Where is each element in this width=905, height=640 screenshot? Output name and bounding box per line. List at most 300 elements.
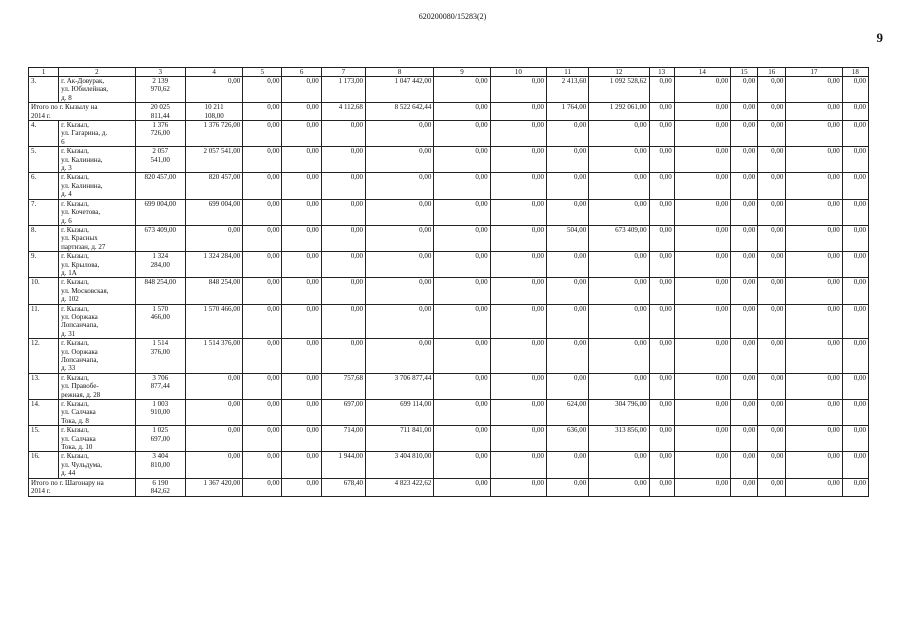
table-row bbox=[29, 304, 869, 339]
value-cell-col-4: 0,00 bbox=[185, 77, 242, 103]
address-cell: г. Кызыл, ул. Салчака Тока, д. 8 bbox=[59, 400, 135, 426]
value-cell-col-9: 0,00 bbox=[434, 103, 490, 121]
value-cell-col-9: 0,00 bbox=[434, 252, 490, 278]
cost-total-cell: 1 570 466,00 bbox=[135, 304, 185, 339]
row-number: 7. bbox=[29, 199, 59, 225]
value-cell-col-13: 0,00 bbox=[649, 426, 674, 452]
value-cell-col-12: 1 292 061,00 bbox=[589, 103, 649, 121]
value-cell-col-6: 0,00 bbox=[282, 225, 321, 251]
value-cell-col-12: 0,00 bbox=[589, 373, 649, 399]
value-cell-col-12: 0,00 bbox=[589, 121, 649, 147]
value-cell-col-5: 0,00 bbox=[243, 373, 282, 399]
value-cell-col-15: 0,00 bbox=[731, 103, 758, 121]
value-cell-col-17: 0,00 bbox=[786, 304, 842, 339]
value-cell-col-7: 697,00 bbox=[321, 400, 365, 426]
cost-total-cell: 6 190 842,62 bbox=[135, 478, 185, 496]
value-cell-col-5: 0,00 bbox=[243, 452, 282, 478]
value-cell-col-16: 0,00 bbox=[758, 173, 786, 199]
value-cell-col-15: 0,00 bbox=[731, 199, 758, 225]
value-cell-col-4: 2 057 541,00 bbox=[185, 147, 242, 173]
value-cell-col-5: 0,00 bbox=[243, 103, 282, 121]
document-number: 620200080/15283(2) bbox=[418, 12, 487, 21]
column-header-9: 9 bbox=[434, 68, 490, 77]
value-cell-col-8: 0,00 bbox=[365, 199, 433, 225]
value-cell-col-11: 0,00 bbox=[547, 147, 589, 173]
cost-total-cell: 3 706 877,44 bbox=[135, 373, 185, 399]
value-cell-col-14: 0,00 bbox=[674, 199, 730, 225]
total-label: Итого по г. Кызылу на 2014 г. bbox=[29, 103, 136, 121]
cost-total-cell: 820 457,00 bbox=[135, 173, 185, 199]
value-cell-col-7: 0,00 bbox=[321, 173, 365, 199]
value-cell-col-18: 0,00 bbox=[842, 173, 868, 199]
value-cell-col-8: 3 404 810,00 bbox=[365, 452, 433, 478]
value-cell-col-13: 0,00 bbox=[649, 199, 674, 225]
value-cell-col-12: 313 856,00 bbox=[589, 426, 649, 452]
value-cell-col-14: 0,00 bbox=[674, 77, 730, 103]
value-cell-col-13: 0,00 bbox=[649, 478, 674, 496]
row-number: 12. bbox=[29, 339, 59, 374]
table-row bbox=[29, 77, 869, 103]
value-cell-col-17: 0,00 bbox=[786, 278, 842, 304]
value-cell-col-11: 2 413,60 bbox=[547, 77, 589, 103]
value-cell-col-11: 0,00 bbox=[547, 278, 589, 304]
value-cell-col-8: 4 823 422,62 bbox=[365, 478, 433, 496]
value-cell-col-14: 0,00 bbox=[674, 103, 730, 121]
value-cell-col-15: 0,00 bbox=[731, 278, 758, 304]
table-row bbox=[29, 173, 869, 199]
address-cell: г. Кызыл, ул. Калинина, д. 3 bbox=[59, 147, 135, 173]
value-cell-col-14: 0,00 bbox=[674, 339, 730, 374]
cost-total-cell: 848 254,00 bbox=[135, 278, 185, 304]
address-cell: г. Кызыл, ул. Правобе- режная, д. 28 bbox=[59, 373, 135, 399]
value-cell-col-5: 0,00 bbox=[243, 304, 282, 339]
value-cell-col-18: 0,00 bbox=[842, 478, 868, 496]
value-cell-col-7: 1 944,00 bbox=[321, 452, 365, 478]
row-number: 16. bbox=[29, 452, 59, 478]
value-cell-col-5: 0,00 bbox=[243, 225, 282, 251]
value-cell-col-7: 0,00 bbox=[321, 199, 365, 225]
value-cell-col-18: 0,00 bbox=[842, 252, 868, 278]
value-cell-col-13: 0,00 bbox=[649, 452, 674, 478]
value-cell-col-13: 0,00 bbox=[649, 77, 674, 103]
value-cell-col-13: 0,00 bbox=[649, 252, 674, 278]
value-cell-col-15: 0,00 bbox=[731, 373, 758, 399]
value-cell-col-5: 0,00 bbox=[243, 252, 282, 278]
row-number: 5. bbox=[29, 147, 59, 173]
value-cell-col-6: 0,00 bbox=[282, 77, 321, 103]
value-cell-col-14: 0,00 bbox=[674, 121, 730, 147]
address-cell: г. Ак-Довурак, ул. Юбилейная, д. 8 bbox=[59, 77, 135, 103]
value-cell-col-9: 0,00 bbox=[434, 173, 490, 199]
value-cell-col-15: 0,00 bbox=[731, 452, 758, 478]
value-cell-col-8: 0,00 bbox=[365, 225, 433, 251]
value-cell-col-7: 4 112,68 bbox=[321, 103, 365, 121]
value-cell-col-14: 0,00 bbox=[674, 373, 730, 399]
value-cell-col-16: 0,00 bbox=[758, 278, 786, 304]
value-cell-col-18: 0,00 bbox=[842, 452, 868, 478]
value-cell-col-10: 0,00 bbox=[490, 147, 546, 173]
value-cell-col-8: 8 522 642,44 bbox=[365, 103, 433, 121]
value-cell-col-14: 0,00 bbox=[674, 304, 730, 339]
row-number: 13. bbox=[29, 373, 59, 399]
value-cell-col-14: 0,00 bbox=[674, 225, 730, 251]
value-cell-col-7: 0,00 bbox=[321, 339, 365, 374]
value-cell-col-12: 0,00 bbox=[589, 252, 649, 278]
value-cell-col-4: 10 211 108,00 bbox=[185, 103, 242, 121]
value-cell-col-5: 0,00 bbox=[243, 173, 282, 199]
value-cell-col-18: 0,00 bbox=[842, 147, 868, 173]
value-cell-col-5: 0,00 bbox=[243, 278, 282, 304]
value-cell-col-18: 0,00 bbox=[842, 304, 868, 339]
value-cell-col-17: 0,00 bbox=[786, 252, 842, 278]
value-cell-col-8: 0,00 bbox=[365, 147, 433, 173]
value-cell-col-5: 0,00 bbox=[243, 400, 282, 426]
value-cell-col-10: 0,00 bbox=[490, 121, 546, 147]
value-cell-col-15: 0,00 bbox=[731, 147, 758, 173]
value-cell-col-6: 0,00 bbox=[282, 452, 321, 478]
table-row bbox=[29, 121, 869, 147]
value-cell-col-17: 0,00 bbox=[786, 478, 842, 496]
value-cell-col-6: 0,00 bbox=[282, 426, 321, 452]
table-row bbox=[29, 199, 869, 225]
value-cell-col-15: 0,00 bbox=[731, 426, 758, 452]
value-cell-col-7: 0,00 bbox=[321, 304, 365, 339]
value-cell-col-18: 0,00 bbox=[842, 400, 868, 426]
value-cell-col-11: 0,00 bbox=[547, 121, 589, 147]
value-cell-col-11: 0,00 bbox=[547, 452, 589, 478]
value-cell-col-8: 3 706 877,44 bbox=[365, 373, 433, 399]
value-cell-col-8: 0,00 bbox=[365, 278, 433, 304]
value-cell-col-10: 0,00 bbox=[490, 400, 546, 426]
address-cell: г. Кызыл, ул. Ооржака Лопсанчапа, д. 33 bbox=[59, 339, 135, 374]
value-cell-col-10: 0,00 bbox=[490, 77, 546, 103]
value-cell-col-12: 673 409,00 bbox=[589, 225, 649, 251]
value-cell-col-6: 0,00 bbox=[282, 147, 321, 173]
value-cell-col-15: 0,00 bbox=[731, 252, 758, 278]
value-cell-col-15: 0,00 bbox=[731, 121, 758, 147]
cost-total-cell: 699 004,00 bbox=[135, 199, 185, 225]
value-cell-col-10: 0,00 bbox=[490, 373, 546, 399]
header-row bbox=[29, 68, 869, 77]
value-cell-col-17: 0,00 bbox=[786, 103, 842, 121]
value-cell-col-13: 0,00 bbox=[649, 173, 674, 199]
value-cell-col-4: 1 376 726,00 bbox=[185, 121, 242, 147]
value-cell-col-16: 0,00 bbox=[758, 121, 786, 147]
value-cell-col-7: 0,00 bbox=[321, 121, 365, 147]
value-cell-col-18: 0,00 bbox=[842, 103, 868, 121]
value-cell-col-14: 0,00 bbox=[674, 452, 730, 478]
value-cell-col-18: 0,00 bbox=[842, 121, 868, 147]
total-row bbox=[29, 478, 869, 496]
cost-total-cell: 1 003 910,00 bbox=[135, 400, 185, 426]
value-cell-col-16: 0,00 bbox=[758, 304, 786, 339]
page-number: 9 bbox=[876, 30, 883, 45]
value-cell-col-13: 0,00 bbox=[649, 103, 674, 121]
cost-total-cell: 673 409,00 bbox=[135, 225, 185, 251]
value-cell-col-11: 636,00 bbox=[547, 426, 589, 452]
total-label: Итого по г. Шагонару на 2014 г. bbox=[29, 478, 136, 496]
value-cell-col-17: 0,00 bbox=[786, 400, 842, 426]
value-cell-col-18: 0,00 bbox=[842, 225, 868, 251]
value-cell-col-9: 0,00 bbox=[434, 452, 490, 478]
column-header-6: 6 bbox=[282, 68, 321, 77]
value-cell-col-13: 0,00 bbox=[649, 373, 674, 399]
value-cell-col-17: 0,00 bbox=[786, 77, 842, 103]
column-header-18: 18 bbox=[842, 68, 868, 77]
value-cell-col-18: 0,00 bbox=[842, 426, 868, 452]
value-cell-col-7: 714,00 bbox=[321, 426, 365, 452]
value-cell-col-17: 0,00 bbox=[786, 373, 842, 399]
value-cell-col-17: 0,00 bbox=[786, 225, 842, 251]
value-cell-col-10: 0,00 bbox=[490, 199, 546, 225]
value-cell-col-11: 0,00 bbox=[547, 199, 589, 225]
value-cell-col-6: 0,00 bbox=[282, 103, 321, 121]
value-cell-col-4: 1 367 420,00 bbox=[185, 478, 242, 496]
column-header-13: 13 bbox=[649, 68, 674, 77]
data-table bbox=[28, 67, 869, 497]
row-number: 9. bbox=[29, 252, 59, 278]
address-cell: г. Кызыл, ул. Кочетова, д. 6 bbox=[59, 199, 135, 225]
value-cell-col-11: 0,00 bbox=[547, 373, 589, 399]
value-cell-col-9: 0,00 bbox=[434, 147, 490, 173]
address-cell: г. Кызыл, ул. Чульдума, д. 44 bbox=[59, 452, 135, 478]
value-cell-col-7: 0,00 bbox=[321, 252, 365, 278]
value-cell-col-6: 0,00 bbox=[282, 478, 321, 496]
total-row bbox=[29, 103, 869, 121]
cost-total-cell: 1 376 726,00 bbox=[135, 121, 185, 147]
value-cell-col-18: 0,00 bbox=[842, 339, 868, 374]
value-cell-col-14: 0,00 bbox=[674, 147, 730, 173]
value-cell-col-17: 0,00 bbox=[786, 426, 842, 452]
cost-total-cell: 1 514 376,00 bbox=[135, 339, 185, 374]
value-cell-col-10: 0,00 bbox=[490, 304, 546, 339]
value-cell-col-11: 0,00 bbox=[547, 339, 589, 374]
value-cell-col-16: 0,00 bbox=[758, 373, 786, 399]
value-cell-col-5: 0,00 bbox=[243, 77, 282, 103]
value-cell-col-9: 0,00 bbox=[434, 278, 490, 304]
value-cell-col-7: 678,40 bbox=[321, 478, 365, 496]
value-cell-col-17: 0,00 bbox=[786, 147, 842, 173]
value-cell-col-10: 0,00 bbox=[490, 173, 546, 199]
value-cell-col-7: 1 173,00 bbox=[321, 77, 365, 103]
value-cell-col-16: 0,00 bbox=[758, 252, 786, 278]
value-cell-col-15: 0,00 bbox=[731, 304, 758, 339]
value-cell-col-16: 0,00 bbox=[758, 426, 786, 452]
value-cell-col-5: 0,00 bbox=[243, 339, 282, 374]
value-cell-col-4: 699 004,00 bbox=[185, 199, 242, 225]
value-cell-col-9: 0,00 bbox=[434, 478, 490, 496]
row-number: 8. bbox=[29, 225, 59, 251]
value-cell-col-10: 0,00 bbox=[490, 103, 546, 121]
address-cell: г. Кызыл, ул. Калинина, д. 4 bbox=[59, 173, 135, 199]
address-cell: г. Кызыл, ул. Салчака Тока, д. 10 bbox=[59, 426, 135, 452]
table-row bbox=[29, 147, 869, 173]
value-cell-col-8: 0,00 bbox=[365, 173, 433, 199]
row-number: 4. bbox=[29, 121, 59, 147]
address-cell: г. Кызыл, ул. Красных партизан, д. 27 bbox=[59, 225, 135, 251]
value-cell-col-16: 0,00 bbox=[758, 452, 786, 478]
table-row bbox=[29, 339, 869, 374]
value-cell-col-7: 0,00 bbox=[321, 225, 365, 251]
value-cell-col-17: 0,00 bbox=[786, 121, 842, 147]
value-cell-col-9: 0,00 bbox=[434, 373, 490, 399]
address-cell: г. Кызыл, ул. Московская, д. 102 bbox=[59, 278, 135, 304]
value-cell-col-16: 0,00 bbox=[758, 199, 786, 225]
column-header-10: 10 bbox=[490, 68, 546, 77]
column-header-1: 1 bbox=[29, 68, 59, 77]
row-number: 11. bbox=[29, 304, 59, 339]
value-cell-col-6: 0,00 bbox=[282, 121, 321, 147]
value-cell-col-12: 0,00 bbox=[589, 147, 649, 173]
value-cell-col-13: 0,00 bbox=[649, 339, 674, 374]
cost-total-cell: 3 404 810,00 bbox=[135, 452, 185, 478]
value-cell-col-16: 0,00 bbox=[758, 103, 786, 121]
value-cell-col-17: 0,00 bbox=[786, 452, 842, 478]
cost-total-cell: 2 139 970,62 bbox=[135, 77, 185, 103]
value-cell-col-7: 0,00 bbox=[321, 278, 365, 304]
value-cell-col-4: 1 570 466,00 bbox=[185, 304, 242, 339]
value-cell-col-10: 0,00 bbox=[490, 452, 546, 478]
table-row bbox=[29, 426, 869, 452]
value-cell-col-13: 0,00 bbox=[649, 278, 674, 304]
column-header-4: 4 bbox=[185, 68, 242, 77]
value-cell-col-12: 0,00 bbox=[589, 452, 649, 478]
value-cell-col-9: 0,00 bbox=[434, 304, 490, 339]
value-cell-col-15: 0,00 bbox=[731, 478, 758, 496]
value-cell-col-10: 0,00 bbox=[490, 339, 546, 374]
column-header-12: 12 bbox=[589, 68, 649, 77]
value-cell-col-15: 0,00 bbox=[731, 400, 758, 426]
value-cell-col-7: 757,68 bbox=[321, 373, 365, 399]
value-cell-col-6: 0,00 bbox=[282, 373, 321, 399]
value-cell-col-9: 0,00 bbox=[434, 426, 490, 452]
value-cell-col-4: 0,00 bbox=[185, 225, 242, 251]
value-cell-col-15: 0,00 bbox=[731, 339, 758, 374]
value-cell-col-12: 304 796,00 bbox=[589, 400, 649, 426]
value-cell-col-12: 1 092 528,62 bbox=[589, 77, 649, 103]
value-cell-col-14: 0,00 bbox=[674, 252, 730, 278]
address-cell: г. Кызыл, ул. Гагарина, д. 6 bbox=[59, 121, 135, 147]
column-header-14: 14 bbox=[674, 68, 730, 77]
value-cell-col-16: 0,00 bbox=[758, 225, 786, 251]
value-cell-col-8: 1 047 442,00 bbox=[365, 77, 433, 103]
cost-total-cell: 2 057 541,00 bbox=[135, 147, 185, 173]
value-cell-col-10: 0,00 bbox=[490, 278, 546, 304]
column-header-17: 17 bbox=[786, 68, 842, 77]
value-cell-col-4: 1 324 284,00 bbox=[185, 252, 242, 278]
value-cell-col-8: 0,00 bbox=[365, 304, 433, 339]
value-cell-col-16: 0,00 bbox=[758, 478, 786, 496]
value-cell-col-9: 0,00 bbox=[434, 225, 490, 251]
value-cell-col-12: 0,00 bbox=[589, 173, 649, 199]
value-cell-col-6: 0,00 bbox=[282, 304, 321, 339]
value-cell-col-9: 0,00 bbox=[434, 400, 490, 426]
value-cell-col-12: 0,00 bbox=[589, 304, 649, 339]
value-cell-col-5: 0,00 bbox=[243, 147, 282, 173]
address-cell: г. Кызыл, ул. Крылова, д. 1А bbox=[59, 252, 135, 278]
value-cell-col-4: 1 514 376,00 bbox=[185, 339, 242, 374]
value-cell-col-15: 0,00 bbox=[731, 225, 758, 251]
value-cell-col-15: 0,00 bbox=[731, 77, 758, 103]
value-cell-col-8: 711 841,00 bbox=[365, 426, 433, 452]
value-cell-col-9: 0,00 bbox=[434, 199, 490, 225]
value-cell-col-16: 0,00 bbox=[758, 77, 786, 103]
value-cell-col-12: 0,00 bbox=[589, 278, 649, 304]
table-row bbox=[29, 252, 869, 278]
value-cell-col-11: 0,00 bbox=[547, 252, 589, 278]
value-cell-col-4: 0,00 bbox=[185, 452, 242, 478]
value-cell-col-4: 848 254,00 bbox=[185, 278, 242, 304]
value-cell-col-4: 820 457,00 bbox=[185, 173, 242, 199]
value-cell-col-8: 699 114,00 bbox=[365, 400, 433, 426]
value-cell-col-9: 0,00 bbox=[434, 339, 490, 374]
value-cell-col-18: 0,00 bbox=[842, 199, 868, 225]
table-row bbox=[29, 452, 869, 478]
value-cell-col-8: 0,00 bbox=[365, 121, 433, 147]
value-cell-col-7: 0,00 bbox=[321, 147, 365, 173]
value-cell-col-6: 0,00 bbox=[282, 252, 321, 278]
value-cell-col-4: 0,00 bbox=[185, 426, 242, 452]
value-cell-col-13: 0,00 bbox=[649, 304, 674, 339]
value-cell-col-8: 0,00 bbox=[365, 252, 433, 278]
address-cell: г. Кызыл, ул. Ооржака Лопсанчапа, д. 31 bbox=[59, 304, 135, 339]
value-cell-col-17: 0,00 bbox=[786, 173, 842, 199]
value-cell-col-5: 0,00 bbox=[243, 199, 282, 225]
value-cell-col-4: 0,00 bbox=[185, 400, 242, 426]
value-cell-col-13: 0,00 bbox=[649, 121, 674, 147]
value-cell-col-11: 624,00 bbox=[547, 400, 589, 426]
value-cell-col-17: 0,00 bbox=[786, 339, 842, 374]
cost-total-cell: 1 324 284,00 bbox=[135, 252, 185, 278]
value-cell-col-16: 0,00 bbox=[758, 400, 786, 426]
value-cell-col-14: 0,00 bbox=[674, 426, 730, 452]
value-cell-col-12: 0,00 bbox=[589, 478, 649, 496]
value-cell-col-16: 0,00 bbox=[758, 147, 786, 173]
value-cell-col-4: 0,00 bbox=[185, 373, 242, 399]
value-cell-col-13: 0,00 bbox=[649, 147, 674, 173]
value-cell-col-14: 0,00 bbox=[674, 278, 730, 304]
row-number: 14. bbox=[29, 400, 59, 426]
column-header-2: 2 bbox=[59, 68, 135, 77]
value-cell-col-6: 0,00 bbox=[282, 339, 321, 374]
cost-total-cell: 20 025 811,44 bbox=[135, 103, 185, 121]
value-cell-col-5: 0,00 bbox=[243, 426, 282, 452]
value-cell-col-12: 0,00 bbox=[589, 339, 649, 374]
value-cell-col-5: 0,00 bbox=[243, 478, 282, 496]
value-cell-col-10: 0,00 bbox=[490, 225, 546, 251]
value-cell-col-10: 0,00 bbox=[490, 252, 546, 278]
value-cell-col-14: 0,00 bbox=[674, 478, 730, 496]
value-cell-col-11: 504,00 bbox=[547, 225, 589, 251]
value-cell-col-9: 0,00 bbox=[434, 77, 490, 103]
value-cell-col-16: 0,00 bbox=[758, 339, 786, 374]
table-row bbox=[29, 400, 869, 426]
value-cell-col-6: 0,00 bbox=[282, 199, 321, 225]
value-cell-col-8: 0,00 bbox=[365, 339, 433, 374]
value-cell-col-9: 0,00 bbox=[434, 121, 490, 147]
value-cell-col-6: 0,00 bbox=[282, 173, 321, 199]
value-cell-col-13: 0,00 bbox=[649, 225, 674, 251]
row-number: 3. bbox=[29, 77, 59, 103]
row-number: 10. bbox=[29, 278, 59, 304]
value-cell-col-6: 0,00 bbox=[282, 278, 321, 304]
value-cell-col-17: 0,00 bbox=[786, 199, 842, 225]
column-header-11: 11 bbox=[547, 68, 589, 77]
value-cell-col-12: 0,00 bbox=[589, 199, 649, 225]
column-header-3: 3 bbox=[135, 68, 185, 77]
value-cell-col-10: 0,00 bbox=[490, 478, 546, 496]
value-cell-col-5: 0,00 bbox=[243, 121, 282, 147]
